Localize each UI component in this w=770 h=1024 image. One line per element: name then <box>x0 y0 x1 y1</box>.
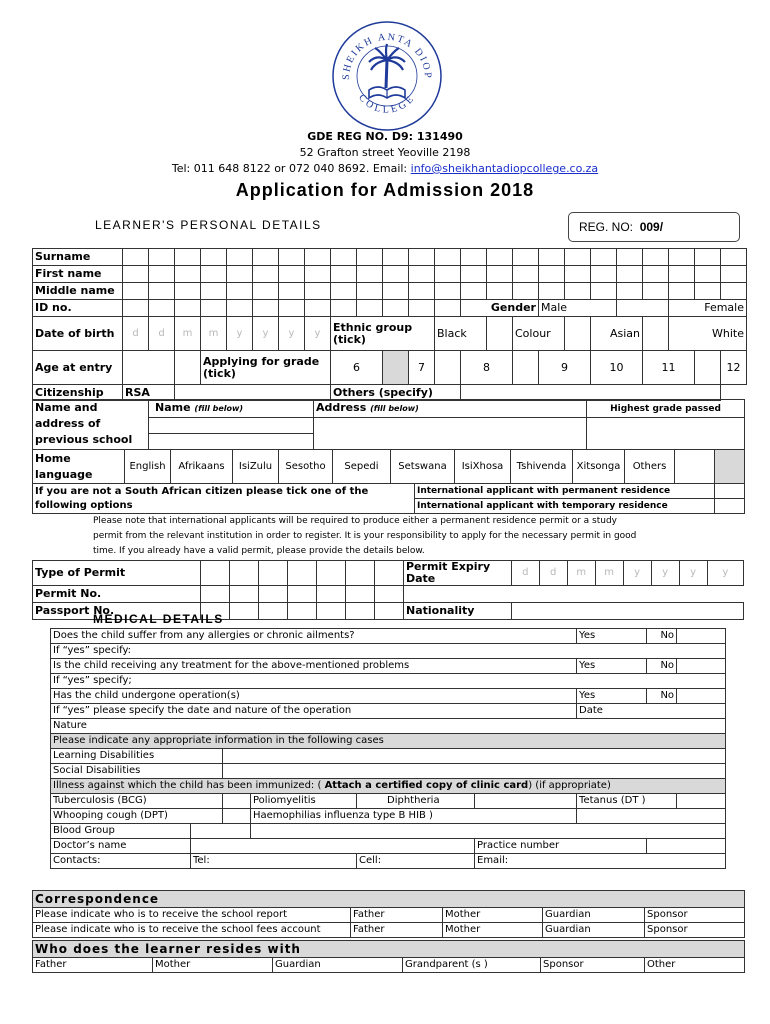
form-cell[interactable] <box>513 283 539 300</box>
form-cell[interactable] <box>591 283 617 300</box>
form-cell[interactable]: White <box>669 317 747 351</box>
form-cell[interactable]: Sesotho <box>279 450 333 484</box>
permit-expiry-label: Permit Expiry Date <box>404 561 512 586</box>
notice-line-1: Please note that international applicants will be required to produce either a permanent residence permit or a study <box>93 516 617 526</box>
grade-label: Applying for grade (tick) <box>201 351 331 385</box>
form-cell[interactable]: 12 <box>721 351 747 385</box>
form-cell[interactable]: Yes <box>577 629 647 644</box>
form-cell[interactable] <box>511 603 743 620</box>
form-cell[interactable]: y <box>679 561 707 586</box>
form-cell[interactable]: 11 <box>643 351 695 385</box>
form-cell[interactable] <box>345 586 374 603</box>
permit-no-label: Permit No. <box>33 586 201 603</box>
form-cell: Haemophilias influenza type B HIB ) <box>251 809 577 824</box>
form-cell[interactable] <box>577 809 726 824</box>
form-cell[interactable] <box>383 249 409 266</box>
form-cell[interactable] <box>305 266 331 283</box>
form-cell[interactable] <box>201 266 227 283</box>
form-cell[interactable] <box>435 300 461 317</box>
form-cell[interactable]: Others <box>625 450 675 484</box>
form-cell[interactable]: English <box>125 450 171 484</box>
form-cell[interactable] <box>227 266 253 283</box>
reg-no-box[interactable] <box>568 212 740 242</box>
form-text: (fill below) <box>370 404 419 413</box>
form-cell[interactable] <box>539 266 565 283</box>
form-cell[interactable] <box>409 249 435 266</box>
form-cell: If “yes” please specify the date and nature of the operation <box>51 704 577 719</box>
form-cell[interactable] <box>643 266 669 283</box>
form-cell[interactable] <box>677 629 726 644</box>
form-cell[interactable] <box>227 249 253 266</box>
form-cell[interactable]: Email: <box>475 854 726 869</box>
form-cell[interactable]: Tel: <box>191 854 357 869</box>
form-cell[interactable] <box>287 586 316 603</box>
form-cell[interactable]: y <box>227 317 253 351</box>
form-cell[interactable]: Mother <box>443 908 543 923</box>
form-cell[interactable]: Sepedi <box>333 450 391 484</box>
gender-female[interactable]: Female <box>669 300 747 317</box>
form-cell[interactable] <box>647 839 726 854</box>
form-cell[interactable] <box>316 561 345 586</box>
form-cell[interactable]: Sponsor <box>645 923 745 938</box>
form-cell: Please indicate who is to receive the school report <box>33 908 351 923</box>
form-cell[interactable] <box>305 283 331 300</box>
form-cell <box>715 450 745 484</box>
form-cell[interactable]: Afrikaans <box>171 450 233 484</box>
form-cell[interactable]: y <box>305 317 331 351</box>
form-cell[interactable] <box>200 561 229 586</box>
form-cell[interactable] <box>487 249 513 266</box>
form-cell[interactable]: Tshivenda <box>511 450 573 484</box>
form-cell[interactable]: IsiZulu <box>233 450 279 484</box>
form-cell[interactable] <box>383 351 409 385</box>
form-cell[interactable] <box>677 689 726 704</box>
form-cell[interactable] <box>227 283 253 300</box>
form-cell[interactable] <box>513 266 539 283</box>
form-cell[interactable] <box>227 300 253 317</box>
form-cell[interactable] <box>677 659 726 674</box>
form-cell[interactable]: 10 <box>591 351 643 385</box>
form-cell[interactable]: If “yes” specify; <box>51 674 726 689</box>
form-cell[interactable] <box>513 351 539 385</box>
form-cell[interactable] <box>223 749 726 764</box>
form-cell[interactable] <box>383 283 409 300</box>
section-medical-details: MEDICAL DETAILS <box>93 612 224 626</box>
form-cell: Practice number <box>475 839 647 854</box>
home-language-label: Home language <box>33 450 125 484</box>
form-cell[interactable] <box>539 283 565 300</box>
correspondence-table <box>32 890 745 938</box>
form-cell[interactable]: Asian <box>591 317 643 351</box>
form-cell[interactable]: y <box>623 561 651 586</box>
svg-text:COLLEGE: COLLEGE <box>356 92 418 116</box>
personal-details-table <box>32 248 747 401</box>
form-cell[interactable]: y <box>253 317 279 351</box>
form-cell[interactable] <box>643 317 669 351</box>
form-cell[interactable] <box>253 283 279 300</box>
form-cell[interactable] <box>287 561 316 586</box>
form-cell[interactable]: Guardian <box>543 908 645 923</box>
form-cell[interactable] <box>513 249 539 266</box>
form-cell[interactable]: Sponsor <box>645 908 745 923</box>
type-of-permit-label: Type of Permit <box>33 561 201 586</box>
form-cell[interactable] <box>721 283 747 300</box>
form-cell[interactable]: m <box>567 561 595 586</box>
form-cell[interactable] <box>191 839 475 854</box>
form-cell: Please indicate any appropriate information in the following cases <box>51 734 726 749</box>
form-cell[interactable] <box>345 561 374 586</box>
form-cell: Tetanus (DT ) <box>577 794 677 809</box>
form-cell[interactable]: 8 <box>461 351 513 385</box>
home-language-table <box>32 449 745 484</box>
form-cell[interactable]: Guardian <box>543 923 645 938</box>
form-cell[interactable]: Guardian <box>273 958 403 973</box>
form-cell[interactable] <box>253 266 279 283</box>
form-cell[interactable] <box>345 603 374 620</box>
form-cell[interactable] <box>314 418 587 450</box>
form-cell[interactable] <box>316 603 345 620</box>
form-cell[interactable] <box>487 266 513 283</box>
form-cell[interactable] <box>305 249 331 266</box>
form-cell[interactable]: m <box>175 317 201 351</box>
nationality-label: Nationality <box>404 603 512 620</box>
form-cell <box>404 586 744 603</box>
form-cell[interactable] <box>123 351 175 385</box>
form-cell[interactable]: Colour <box>513 317 565 351</box>
form-cell[interactable] <box>123 283 149 300</box>
college-logo <box>331 20 443 132</box>
form-cell[interactable] <box>279 266 305 283</box>
form-cell[interactable]: RSA <box>123 385 175 401</box>
form-cell[interactable]: Father <box>351 923 443 938</box>
resides-heading: Who does the learner resides with <box>33 941 745 958</box>
resides-with-table <box>32 940 745 973</box>
form-cell[interactable] <box>331 266 357 283</box>
form-cell[interactable] <box>487 317 513 351</box>
section-personal-details: LEARNER'S PERSONAL DETAILS <box>95 218 322 232</box>
form-cell[interactable]: d <box>539 561 567 586</box>
id-no-label: ID no. <box>33 300 123 317</box>
contact-line <box>0 162 770 175</box>
form-cell: Diphtheria <box>357 794 475 809</box>
form-cell[interactable] <box>175 300 201 317</box>
form-cell[interactable] <box>316 586 345 603</box>
passport-no-label: Passport No. <box>33 603 201 620</box>
form-cell[interactable]: Black <box>435 317 487 351</box>
form-cell[interactable] <box>617 266 643 283</box>
notice-line-3: time. If you already have a valid permit, please provide the details below. <box>93 546 425 556</box>
form-cell[interactable] <box>287 603 316 620</box>
form-cell[interactable] <box>565 317 591 351</box>
form-cell: Is the child receiving any treatment for the above-mentioned problems <box>51 659 577 674</box>
form-cell[interactable]: y <box>651 561 679 586</box>
form-cell[interactable] <box>149 434 314 450</box>
form-cell[interactable] <box>149 418 314 434</box>
form-cell[interactable] <box>223 809 251 824</box>
form-cell[interactable] <box>721 249 747 266</box>
prev-school-label: Name and address of previous school <box>33 400 149 450</box>
form-cell[interactable] <box>279 300 305 317</box>
previous-school-table <box>32 399 745 450</box>
form-cell: Has the child undergone operation(s) <box>51 689 577 704</box>
form-cell[interactable]: m <box>595 561 623 586</box>
form-cell[interactable] <box>357 283 383 300</box>
form-cell[interactable] <box>617 283 643 300</box>
form-cell[interactable] <box>435 266 461 283</box>
form-cell[interactable] <box>149 266 175 283</box>
form-cell[interactable] <box>331 300 357 317</box>
permit-table <box>32 560 744 620</box>
form-cell[interactable]: Yes <box>577 689 647 704</box>
form-cell <box>51 779 726 794</box>
form-cell[interactable]: Sponsor <box>541 958 645 973</box>
form-cell[interactable]: Cell: <box>357 854 475 869</box>
form-cell[interactable] <box>149 249 175 266</box>
form-cell[interactable]: Others (specify) <box>331 385 461 401</box>
surname-label: Surname <box>33 249 123 266</box>
school-address: 52 Grafton street Yeoville 2198 <box>299 146 471 159</box>
form-cell[interactable]: d <box>149 317 175 351</box>
form-cell[interactable] <box>149 300 175 317</box>
form-cell[interactable]: Mother <box>153 958 273 973</box>
form-cell[interactable] <box>279 283 305 300</box>
dob-label: Date of birth <box>33 317 123 351</box>
form-cell[interactable] <box>251 824 726 839</box>
form-cell[interactable]: 7 <box>409 351 435 385</box>
form-cell[interactable] <box>461 266 487 283</box>
form-cell[interactable] <box>374 603 403 620</box>
form-cell[interactable] <box>695 249 721 266</box>
ethnic-label: Ethnic group (tick) <box>331 317 435 351</box>
form-cell[interactable] <box>279 249 305 266</box>
form-cell[interactable] <box>175 249 201 266</box>
form-cell[interactable]: 9 <box>539 351 591 385</box>
form-cell[interactable] <box>461 283 487 300</box>
form-cell[interactable]: No <box>647 629 677 644</box>
form-cell[interactable]: No <box>647 659 677 674</box>
form-cell[interactable] <box>229 561 258 586</box>
form-cell: Blood Group <box>51 824 191 839</box>
form-cell[interactable] <box>695 266 721 283</box>
form-cell[interactable]: Father <box>33 958 153 973</box>
svg-text:SHEIKH ANTA DIOP: SHEIKH ANTA DIOP <box>340 31 434 81</box>
form-text: 009/ <box>639 220 664 234</box>
email-link[interactable]: info@sheikhantadiopcollege.co.za <box>410 162 599 175</box>
form-cell[interactable] <box>331 283 357 300</box>
form-cell[interactable] <box>357 249 383 266</box>
form-cell[interactable]: 6 <box>331 351 383 385</box>
form-cell: Please indicate who is to receive the school fees account <box>33 923 351 938</box>
form-cell[interactable] <box>229 586 258 603</box>
form-cell[interactable]: Xitsonga <box>573 450 625 484</box>
form-cell[interactable] <box>487 283 513 300</box>
medical-table <box>50 628 726 869</box>
form-text: Tel: 011 648 8122 or 072 040 8692. Email: <box>171 162 411 175</box>
form-cell[interactable] <box>409 300 435 317</box>
form-cell[interactable] <box>123 300 149 317</box>
form-cell[interactable] <box>435 249 461 266</box>
notice-line-2: permit from the relevant institution in order to register. It is your responsibility to apply for the necessary permit in good <box>93 531 637 541</box>
form-cell[interactable] <box>331 249 357 266</box>
form-cell[interactable] <box>201 283 227 300</box>
age-label: Age at entry <box>33 351 123 385</box>
form-cell[interactable] <box>383 266 409 283</box>
form-cell[interactable] <box>715 499 745 514</box>
form-cell[interactable] <box>677 794 726 809</box>
first-name-label: First name <box>33 266 123 283</box>
form-cell[interactable] <box>223 794 251 809</box>
form-cell[interactable] <box>409 266 435 283</box>
form-cell[interactable] <box>200 586 229 603</box>
form-cell[interactable] <box>695 283 721 300</box>
form-cell[interactable] <box>591 266 617 283</box>
form-text: (fill below) <box>194 404 244 413</box>
form-cell[interactable]: No <box>647 689 677 704</box>
form-cell[interactable]: International applicant with temporary residence <box>415 499 715 514</box>
form-cell[interactable] <box>721 266 747 283</box>
gender-label: Gender <box>461 300 539 317</box>
form-cell[interactable] <box>461 249 487 266</box>
form-cell <box>175 351 201 385</box>
form-cell[interactable] <box>305 300 331 317</box>
form-cell[interactable]: Nature <box>51 719 726 734</box>
form-cell[interactable] <box>435 283 461 300</box>
form-cell <box>149 400 314 418</box>
gde-reg-no: GDE REG NO. D9: 131490 <box>307 130 463 143</box>
form-cell[interactable] <box>258 561 287 586</box>
form-cell[interactable] <box>587 418 745 450</box>
gender-male[interactable]: Male <box>539 300 617 317</box>
form-cell[interactable] <box>123 249 149 266</box>
form-cell: Tuberculosis (BCG) <box>51 794 223 809</box>
form-cell[interactable] <box>565 249 591 266</box>
page-title: Application for Admission 2018 <box>235 180 535 200</box>
non-sa-label: If you are not a South African citizen please tick one of the following options <box>33 484 415 514</box>
form-cell: Whooping cough (DPT) <box>51 809 223 824</box>
form-cell[interactable]: d <box>123 317 149 351</box>
form-cell[interactable] <box>669 283 695 300</box>
form-cell[interactable] <box>643 249 669 266</box>
form-cell[interactable] <box>357 300 383 317</box>
form-cell[interactable]: Other <box>645 958 745 973</box>
form-cell[interactable]: Setswana <box>391 450 455 484</box>
form-cell[interactable] <box>669 266 695 283</box>
form-cell[interactable] <box>409 283 435 300</box>
form-cell <box>314 400 587 418</box>
form-cell[interactable] <box>565 266 591 283</box>
form-cell[interactable]: Date <box>577 704 726 719</box>
form-cell[interactable] <box>229 603 258 620</box>
form-text: Name <box>155 401 191 414</box>
form-cell[interactable] <box>539 249 565 266</box>
non-sa-options-table <box>32 483 745 514</box>
form-cell: Contacts: <box>51 854 191 869</box>
form-cell[interactable]: d <box>511 561 539 586</box>
form-text: ) (if appropriate) <box>528 780 611 791</box>
form-cell: Poliomyelitis <box>251 794 357 809</box>
form-cell: Doctor’s name <box>51 839 191 854</box>
form-cell[interactable] <box>675 450 715 484</box>
form-cell[interactable] <box>258 586 287 603</box>
form-cell[interactable]: If “yes” specify: <box>51 644 726 659</box>
form-cell[interactable] <box>565 283 591 300</box>
form-cell[interactable] <box>123 266 149 283</box>
form-text: Attach a certified copy of clinic card <box>324 780 529 791</box>
form-cell[interactable]: y <box>707 561 743 586</box>
form-cell: Social Disabilities <box>51 764 223 779</box>
correspondence-heading: Correspondence <box>33 891 745 908</box>
form-cell[interactable]: Mother <box>443 923 543 938</box>
form-text: Address <box>316 401 367 414</box>
form-text: Illness against which the child has been immunized: ( <box>53 780 325 791</box>
form-cell[interactable] <box>253 249 279 266</box>
middle-name-label: Middle name <box>33 283 123 300</box>
form-cell[interactable] <box>475 794 577 809</box>
form-cell: Highest grade passed <box>587 400 745 418</box>
form-cell[interactable] <box>223 764 726 779</box>
form-cell: Does the child suffer from any allergies or chronic ailments? <box>51 629 577 644</box>
form-cell[interactable] <box>383 300 409 317</box>
form-cell[interactable]: International applicant with permanent residence <box>415 484 715 499</box>
form-cell[interactable] <box>695 351 721 385</box>
form-cell[interactable] <box>617 249 643 266</box>
form-cell[interactable]: Father <box>351 908 443 923</box>
form-cell[interactable] <box>435 351 461 385</box>
form-cell[interactable]: Yes <box>577 659 647 674</box>
form-cell[interactable] <box>253 300 279 317</box>
form-cell[interactable] <box>258 603 287 620</box>
form-cell[interactable] <box>617 300 669 317</box>
form-cell[interactable] <box>374 586 403 603</box>
form-cell[interactable] <box>201 249 227 266</box>
citizenship-label: Citizenship <box>33 385 123 401</box>
form-cell[interactable] <box>175 283 201 300</box>
form-cell[interactable] <box>191 824 251 839</box>
form-cell[interactable]: IsiXhosa <box>455 450 511 484</box>
form-text: REG. NO: <box>579 220 634 234</box>
form-cell: Learning Disabilities <box>51 749 223 764</box>
form-cell[interactable] <box>669 249 695 266</box>
form-cell[interactable] <box>175 266 201 283</box>
form-cell[interactable] <box>201 300 227 317</box>
form-cell[interactable] <box>374 561 403 586</box>
form-cell[interactable] <box>149 283 175 300</box>
form-cell[interactable] <box>715 484 745 499</box>
form-cell[interactable] <box>591 249 617 266</box>
form-cell[interactable] <box>357 266 383 283</box>
form-cell[interactable]: Grandparent (s ) <box>403 958 541 973</box>
form-cell[interactable] <box>643 283 669 300</box>
form-cell[interactable]: y <box>279 317 305 351</box>
form-cell[interactable]: m <box>201 317 227 351</box>
